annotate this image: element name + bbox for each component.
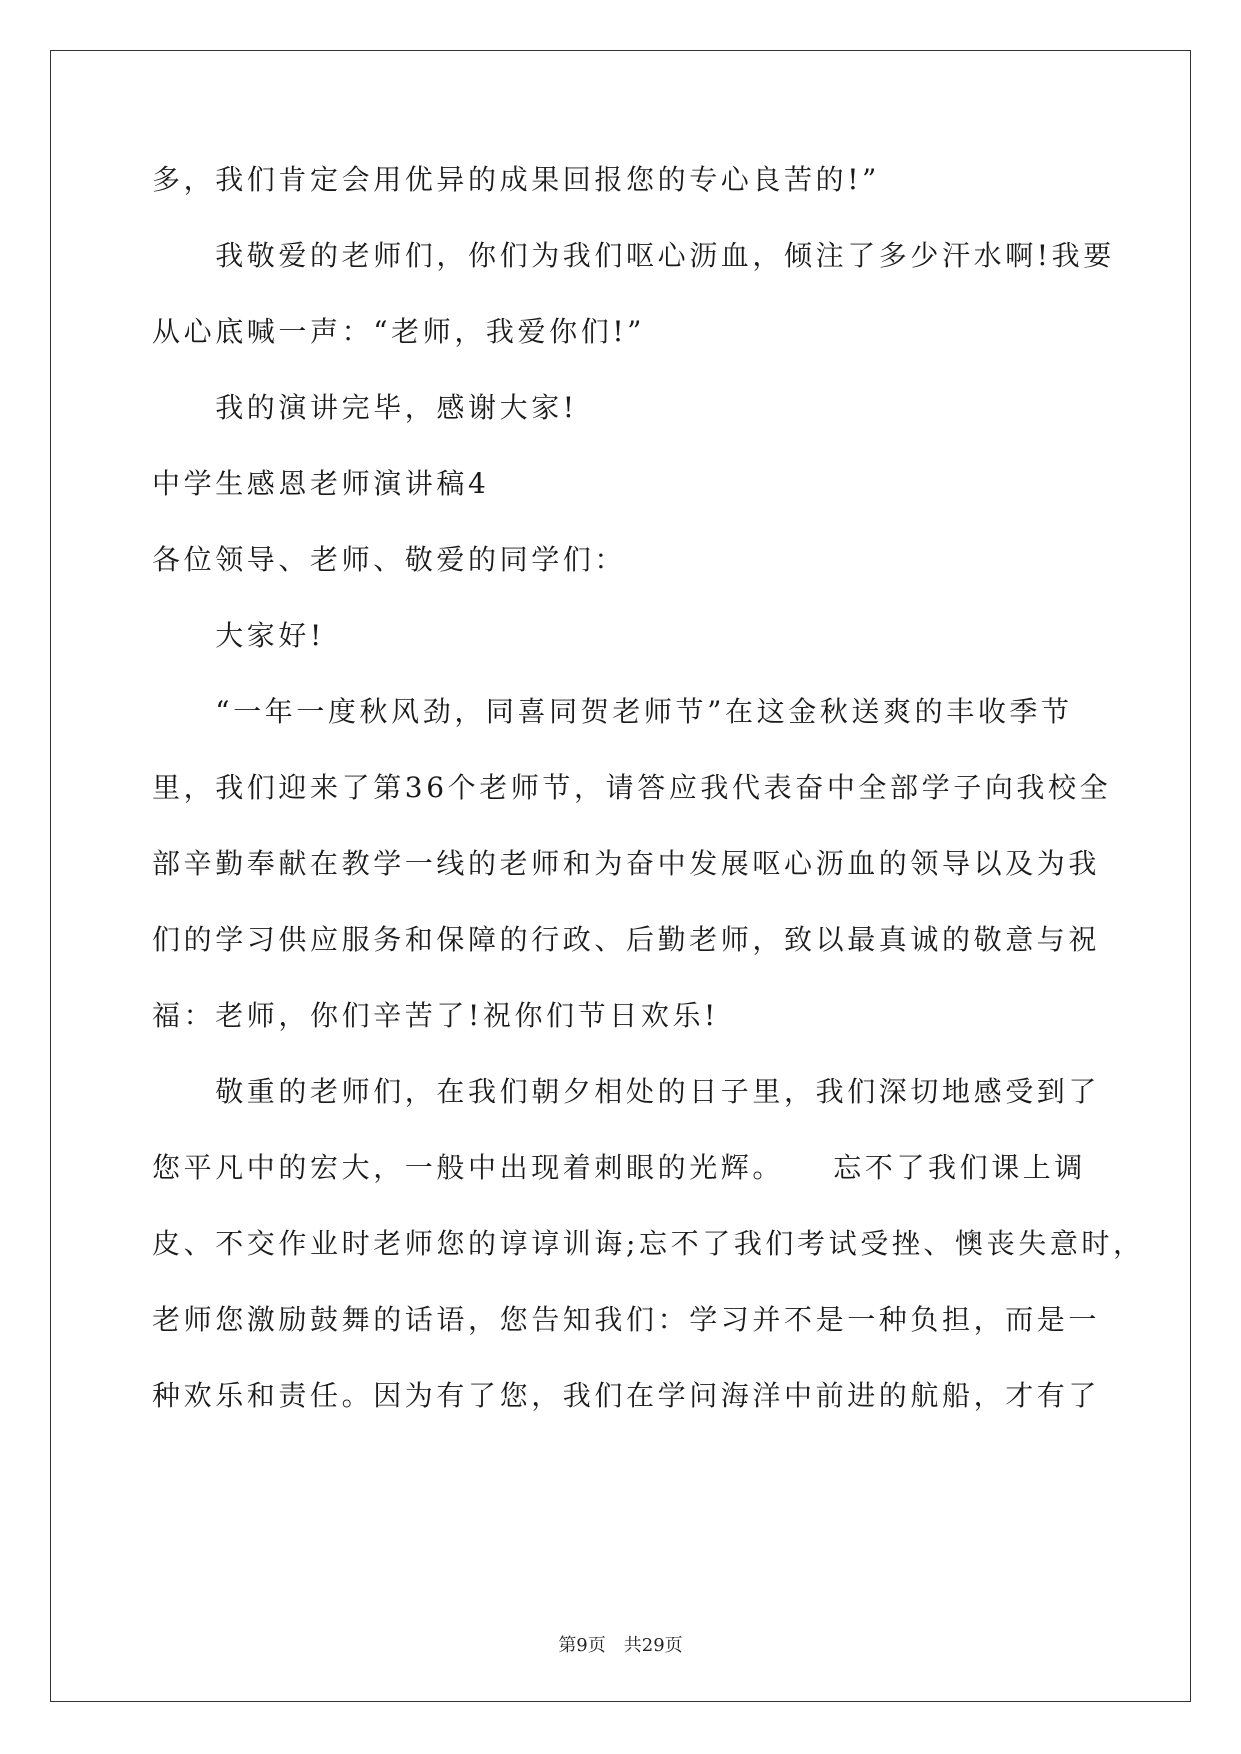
greeting: 大家好! [152, 619, 325, 652]
page-number-label: 第9页 共29页 [558, 1635, 683, 1656]
text-line: 们的学习供应服务和保障的行政、后勤老师，致以最真诚的敬意与祝 [152, 923, 1101, 956]
text-line: 里，我们迎来了第36个老师节，请答应我代表奋中全部学子向我校全 [152, 771, 1112, 804]
text-line: 我的演讲完毕，感谢大家! [152, 391, 578, 424]
text-line: 部辛勤奉献在教学一线的老师和为奋中发展呕心沥血的领导以及为我 [152, 847, 1101, 880]
page-footer [0, 1634, 1241, 1658]
text-line: 老师您激励鼓舞的话语，您告知我们：学习并不是一种负担，而是一 [152, 1303, 1101, 1336]
section-heading: 中学生感恩老师演讲稿4 [152, 467, 490, 500]
text-line: 敬重的老师们，在我们朝夕相处的日子里，我们深切地感受到了 [152, 1075, 1101, 1108]
text-line: 多，我们肯定会用优异的成果回报您的专心良苦的!” [152, 163, 880, 196]
text-line: 我敬爱的老师们，你们为我们呕心沥血，倾注了多少汗水啊!我要 [152, 239, 1115, 272]
text-line: “一年一度秋风劲，同喜同贺老师节”在这金秋送爽的丰收季节 [152, 695, 1073, 728]
text-line: 从心底喊一声：“老师，我爱你们!” [152, 315, 646, 348]
text-line: 福：老师，你们辛苦了!祝你们节日欢乐! [152, 999, 719, 1032]
text-line: 种欢乐和责任。因为有了您，我们在学问海洋中前进的航船，才有了 [152, 1379, 1101, 1412]
text-line: 皮、不交作业时老师您的谆谆训诲;忘不了我们考试受挫、懊丧失意时， [152, 1227, 1145, 1260]
text-line: 您平凡中的宏大，一般中出现着刺眼的光辉。 忘不了我们课上调 [152, 1151, 1087, 1184]
salutation: 各位领导、老师、敬爱的同学们： [152, 543, 627, 576]
